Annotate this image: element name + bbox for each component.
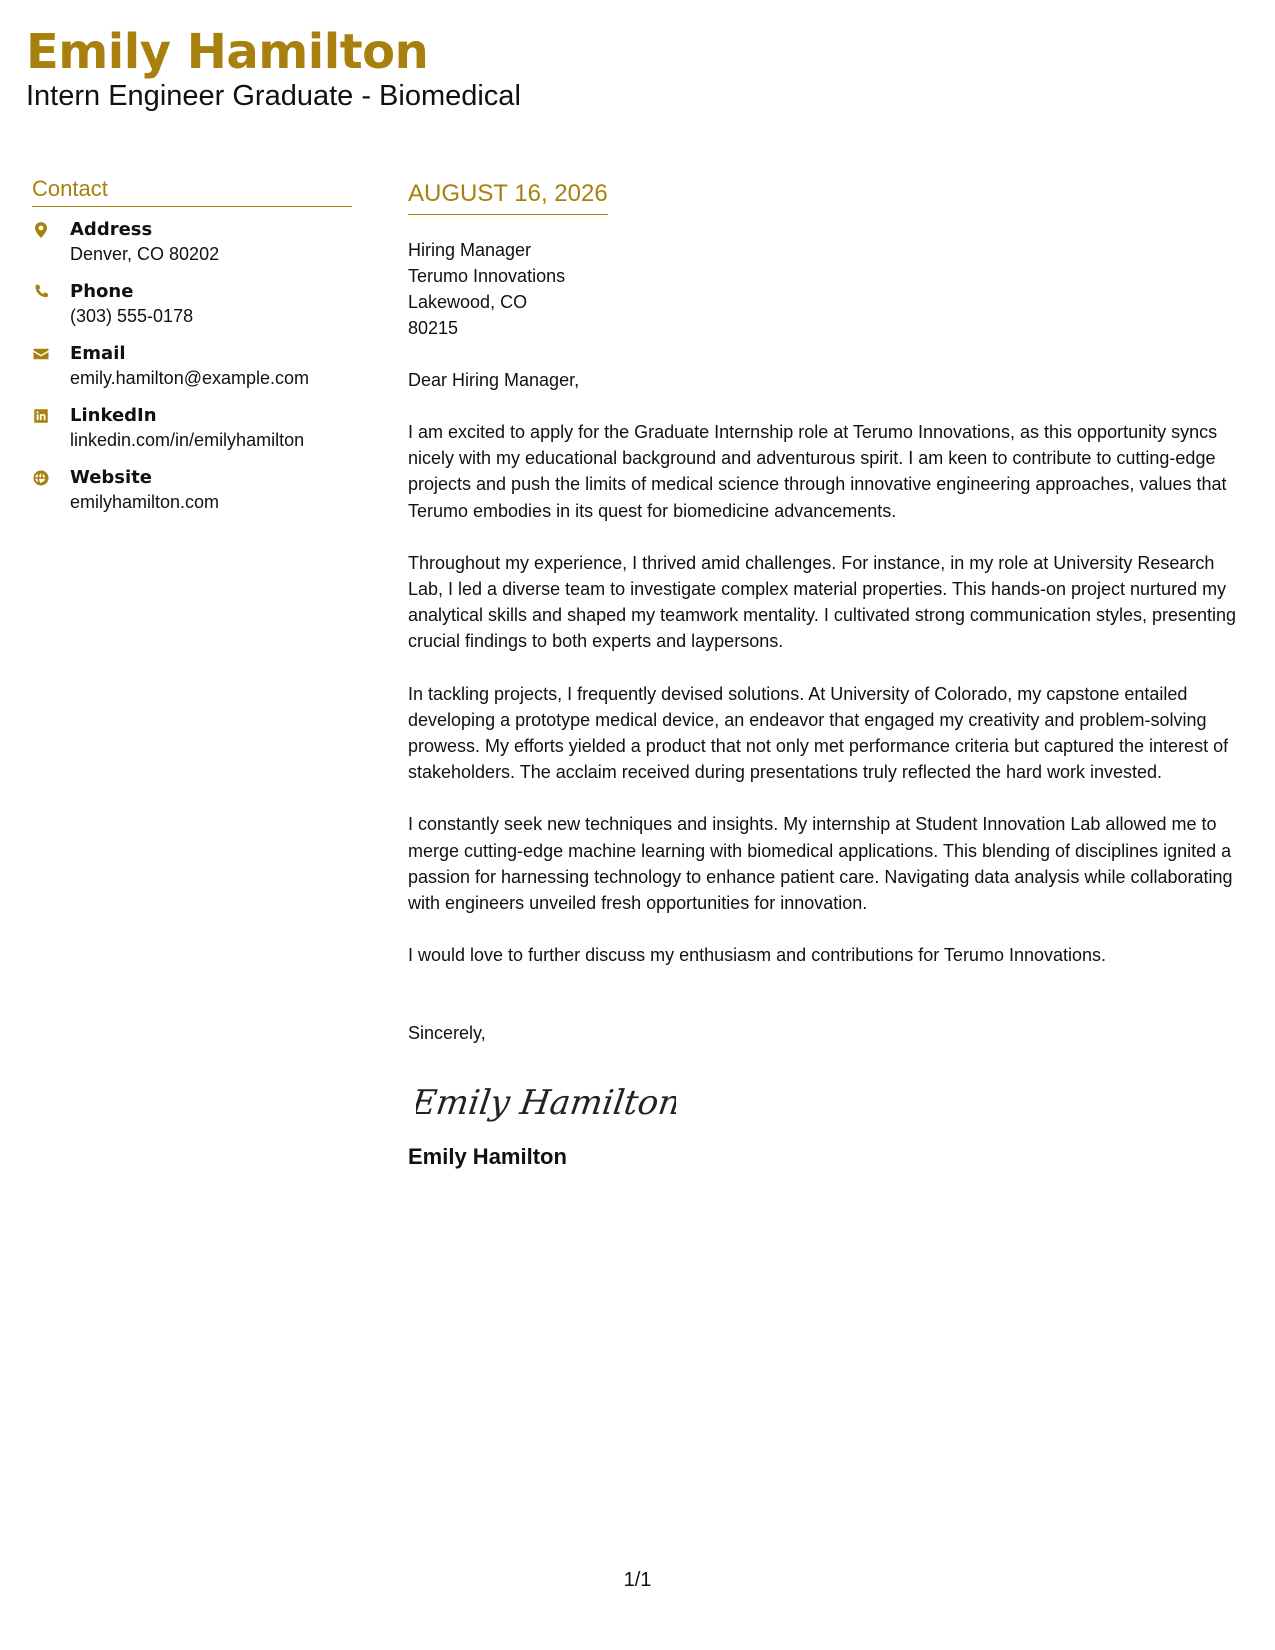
body-paragraph: I would love to further discuss my enthusiasm and contributions for Terumo Innovations. [408, 945, 1107, 966]
header [26, 22, 521, 114]
phone-value: (303) 555-0178 [70, 306, 194, 326]
letter-date: AUGUST 16, 2026 [408, 178, 608, 215]
page-number: 1/1 [623, 1569, 652, 1591]
recipient-block [408, 237, 1248, 341]
contact-label: Address [70, 219, 153, 240]
recipient-line: Terumo Innovations [408, 266, 566, 286]
contact-item-website [32, 465, 352, 515]
job-title: Intern Engineer Graduate - Biomedical [26, 80, 521, 112]
recipient-line: 80215 [408, 318, 459, 338]
body-paragraph: I constantly seek new techniques and insights. My internship at Student Innovation Lab allowed me to merge cutting-edge machine learning with biomedical applications. This blending of disciplines ignited a passion for harnessing technology to enhance patient care. Navigating data analysis while collaborating with engineers unveiled fresh opportunities for innovation. [408, 814, 1233, 914]
contact-item-email [32, 341, 352, 391]
recipient-line: Lakewood, CO [408, 292, 528, 312]
body-paragraph: Throughout my experience, I thrived amid challenges. For instance, in my role at University Research Lab, I led a diverse team to investigate complex material properties. This hands-on project nurtured my analytical skills and shaped my teamwork mentality. I cultivated strong communication styles, presenting crucial findings to both experts and laypersons. [408, 552, 1237, 652]
email-value: emily.hamilton@example.com [70, 368, 310, 388]
closing: Sincerely, [408, 1023, 486, 1044]
contact-label: Phone [70, 281, 134, 302]
signature-text: Emily Hamilton [416, 1083, 676, 1124]
phone-icon [32, 279, 70, 304]
contact-item-address [32, 217, 352, 267]
salutation: Dear Hiring Manager, [408, 370, 580, 390]
map-pin-icon [32, 217, 70, 242]
contact-sidebar [32, 174, 352, 527]
envelope-icon [32, 341, 70, 366]
contact-item-phone [32, 279, 352, 329]
handwritten-signature [416, 1072, 1248, 1132]
contact-heading: Contact [32, 174, 352, 207]
contact-item-linkedin [32, 403, 352, 453]
signature-image [416, 1072, 676, 1132]
applicant-name: Emily Hamilton [26, 24, 429, 80]
signed-name: Emily Hamilton [408, 1144, 567, 1170]
contact-label: Email [70, 343, 126, 364]
globe-icon [32, 465, 70, 490]
body-paragraph: I am excited to apply for the Graduate Internship role at Terumo Innovations, as this opportunity syncs nicely with my educational background and adventurous spirit. I am keen to contribute to cutting-edge projects and push the limits of medical science through innovative engineering approaches, values that Terumo embodies in its quest for biomedicine advancements. [408, 422, 1227, 521]
address-value: Denver, CO 80202 [70, 244, 220, 264]
body-paragraph: In tackling projects, I frequently devised solutions. At University of Colorado, my capstone entailed developing a prototype medical device, an endeavor that engaged my creativity and problem-solving prowess. My efforts yielded a product that not only met performance criteria but captured the interest of stakeholders. The acclaim received during presentations truly reflected the hard work invested. [408, 683, 1229, 783]
linkedin-value: linkedin.com/in/emilyhamilton [70, 430, 305, 450]
contact-label: Website [70, 467, 153, 488]
linkedin-icon [32, 403, 70, 428]
letter-body [408, 178, 1248, 1172]
recipient-line: Hiring Manager [408, 240, 532, 260]
contact-label: LinkedIn [70, 405, 157, 426]
website-value: emilyhamilton.com [70, 492, 220, 512]
